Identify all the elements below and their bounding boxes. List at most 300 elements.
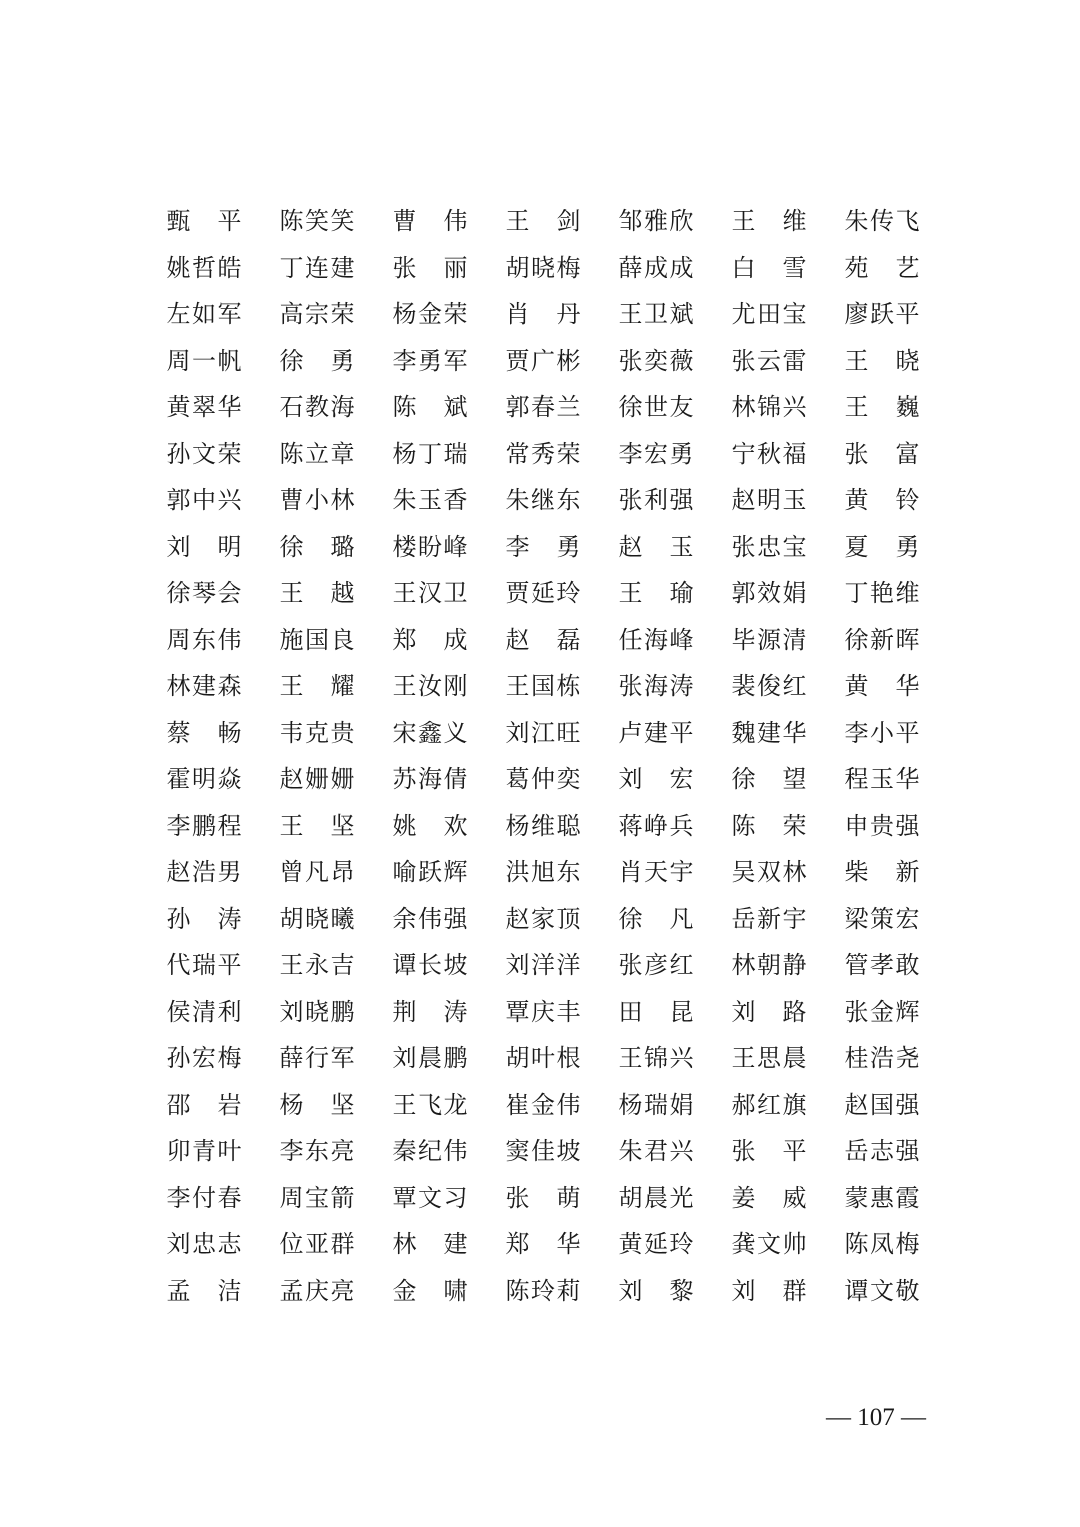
name-char: 文 — [192, 439, 216, 468]
person-name — [505, 942, 581, 989]
name-char: 平 — [217, 207, 242, 236]
person-name — [731, 338, 807, 385]
person-name — [392, 617, 468, 664]
person-name — [166, 1175, 242, 1222]
name-char: 梅 — [895, 1230, 920, 1259]
person-name — [392, 1175, 468, 1222]
name-char: 清 — [782, 625, 807, 654]
person-name — [279, 1268, 355, 1315]
name-char: 文 — [757, 1230, 781, 1259]
person-name — [505, 291, 581, 338]
name-char: 成 — [644, 253, 668, 282]
name-char: 蒋 — [618, 811, 643, 840]
person-name — [279, 291, 355, 338]
name-char: 丁 — [844, 579, 869, 608]
name-char: 郭 — [166, 486, 191, 515]
name-char: 高 — [279, 300, 304, 329]
name-char: 兴 — [669, 1137, 694, 1166]
person-name — [505, 1035, 581, 1082]
name-char: 尤 — [731, 300, 756, 329]
name-char: 剑 — [556, 207, 581, 236]
name-char: 啸 — [443, 1276, 468, 1305]
name-char: 栋 — [556, 672, 581, 701]
name-char: 华 — [782, 718, 807, 747]
name-char: 海 — [644, 625, 668, 654]
name-char: 凤 — [870, 1230, 894, 1259]
name-char: 红 — [757, 1090, 781, 1119]
name-char: 峥 — [644, 811, 668, 840]
name-char: 刘 — [731, 997, 756, 1026]
person-name — [731, 1082, 807, 1129]
name-char: 鹏 — [443, 1044, 468, 1073]
name-char: 君 — [644, 1137, 668, 1166]
name-char: 耀 — [330, 672, 355, 701]
name-char: 王 — [618, 300, 643, 329]
name-char: 静 — [782, 951, 807, 980]
person-name — [505, 431, 581, 478]
person-name — [392, 849, 468, 896]
name-char: 陈 — [731, 811, 756, 840]
person-name — [731, 570, 807, 617]
name-char: 彬 — [556, 346, 581, 375]
name-char: 李 — [166, 811, 191, 840]
person-name — [618, 384, 694, 431]
name-char: 周 — [166, 625, 191, 654]
name-char: 尧 — [895, 1044, 920, 1073]
name-char: 张 — [618, 951, 643, 980]
person-name — [166, 896, 242, 943]
name-char: 徐 — [166, 579, 191, 608]
name-char: 洋 — [531, 951, 555, 980]
person-name — [166, 1035, 242, 1082]
name-char: 薛 — [279, 1044, 304, 1073]
person-name — [279, 1082, 355, 1129]
name-char: 黎 — [669, 1276, 694, 1305]
person-name — [844, 617, 920, 664]
name-char: 伟 — [556, 1090, 581, 1119]
name-char: 平 — [782, 1137, 807, 1166]
name-char: 雅 — [644, 207, 668, 236]
person-name — [279, 1221, 355, 1268]
person-name — [731, 431, 807, 478]
name-char: 顶 — [556, 904, 581, 933]
person-name — [731, 710, 807, 757]
name-char: 龚 — [731, 1230, 756, 1259]
person-name — [618, 617, 694, 664]
name-char: 群 — [330, 1230, 355, 1259]
name-char: 文 — [870, 1276, 894, 1305]
person-name — [618, 1221, 694, 1268]
name-char: 坚 — [330, 811, 355, 840]
name-char: 传 — [870, 207, 894, 236]
name-char: 张 — [731, 1137, 756, 1166]
name-char: 肖 — [505, 300, 530, 329]
name-char: 萌 — [556, 1183, 581, 1212]
name-char: 龙 — [443, 1090, 468, 1119]
name-char: 鑫 — [418, 718, 442, 747]
name-char: 王 — [731, 207, 756, 236]
person-name — [731, 291, 807, 338]
person-name — [844, 989, 920, 1036]
name-char: 王 — [844, 346, 869, 375]
name-char: 宏 — [895, 904, 920, 933]
person-name — [392, 1035, 468, 1082]
name-char: 海 — [644, 672, 668, 701]
name-char: 荣 — [556, 439, 581, 468]
name-char: 丹 — [556, 300, 581, 329]
name-char: 胡 — [618, 1183, 643, 1212]
name-char: 任 — [618, 625, 643, 654]
name-char: 王 — [392, 672, 417, 701]
name-char: 贵 — [330, 718, 355, 747]
name-char: 左 — [166, 300, 191, 329]
name-char: 广 — [531, 346, 555, 375]
name-char: 陈 — [505, 1276, 530, 1305]
person-name — [166, 338, 242, 385]
person-name — [618, 756, 694, 803]
name-char: 跃 — [870, 300, 894, 329]
name-char: 克 — [305, 718, 329, 747]
name-char: 位 — [279, 1230, 304, 1259]
name-char: 玉 — [669, 532, 694, 561]
person-name — [618, 198, 694, 245]
name-char: 畅 — [217, 718, 242, 747]
name-char: 田 — [618, 997, 643, 1026]
name-char: 刘 — [505, 718, 530, 747]
person-name — [505, 477, 581, 524]
name-char: 周 — [166, 346, 191, 375]
name-char: 林 — [731, 951, 756, 980]
name-char: 白 — [731, 253, 756, 282]
name-char: 宇 — [782, 904, 807, 933]
name-char: 一 — [192, 346, 216, 375]
name-char: 王 — [505, 672, 530, 701]
name-char: 杨 — [392, 300, 417, 329]
name-char: 涛 — [443, 997, 468, 1026]
name-char: 国 — [305, 625, 329, 654]
person-name — [844, 477, 920, 524]
person-name — [844, 245, 920, 292]
person-name — [279, 989, 355, 1036]
name-char: 赵 — [844, 1090, 869, 1119]
name-char: 汉 — [418, 579, 442, 608]
person-name — [392, 524, 468, 571]
person-name — [844, 710, 920, 757]
name-char: 斌 — [443, 393, 468, 422]
name-char: 旺 — [556, 718, 581, 747]
name-char: 林 — [731, 393, 756, 422]
name-char: 付 — [192, 1183, 216, 1212]
name-char: 飞 — [418, 1090, 442, 1119]
name-char: 窦 — [505, 1137, 530, 1166]
person-name — [166, 245, 242, 292]
name-char: 宗 — [305, 300, 329, 329]
name-char: 瑞 — [443, 439, 468, 468]
person-name — [505, 245, 581, 292]
name-char: 廖 — [844, 300, 869, 329]
name-char: 涛 — [217, 904, 242, 933]
name-char: 兰 — [556, 393, 581, 422]
name-char: 瑞 — [644, 1090, 668, 1119]
person-name — [166, 384, 242, 431]
name-char: 王 — [279, 951, 304, 980]
person-name — [392, 1082, 468, 1129]
person-name — [166, 1128, 242, 1175]
person-name — [844, 198, 920, 245]
person-name — [166, 431, 242, 478]
name-char: 勇 — [330, 346, 355, 375]
name-char: 良 — [330, 625, 355, 654]
name-char: 金 — [531, 1090, 555, 1119]
name-char: 根 — [556, 1044, 581, 1073]
name-char: 庆 — [531, 997, 555, 1026]
person-name — [392, 1128, 468, 1175]
name-char: 涛 — [669, 672, 694, 701]
name-char: 曦 — [330, 904, 355, 933]
name-char: 路 — [782, 997, 807, 1026]
name-char: 贾 — [505, 579, 530, 608]
name-char: 春 — [217, 1183, 242, 1212]
person-name — [505, 989, 581, 1036]
name-char: 黄 — [844, 486, 869, 515]
person-name — [279, 384, 355, 431]
name-char: 欢 — [443, 811, 468, 840]
person-name — [618, 1035, 694, 1082]
person-name — [279, 431, 355, 478]
name-char: 荣 — [782, 811, 807, 840]
name-char: 香 — [443, 486, 468, 515]
name-char: 维 — [895, 579, 920, 608]
name-char: 强 — [895, 1137, 920, 1166]
name-char: 程 — [844, 765, 869, 794]
name-char: 吴 — [731, 858, 756, 887]
name-char: 夏 — [844, 532, 869, 561]
name-char: 新 — [895, 858, 920, 887]
name-char: 福 — [782, 439, 807, 468]
name-char: 明 — [192, 765, 216, 794]
name-char: 孙 — [166, 1044, 191, 1073]
name-char: 峰 — [443, 532, 468, 561]
name-char: 兵 — [669, 811, 694, 840]
name-char: 洋 — [556, 951, 581, 980]
person-name — [279, 756, 355, 803]
name-char: 晖 — [895, 625, 920, 654]
person-name — [618, 896, 694, 943]
name-char: 林 — [392, 1230, 417, 1259]
name-char: 喻 — [392, 858, 417, 887]
name-char: 梁 — [844, 904, 869, 933]
person-name — [166, 942, 242, 989]
person-name — [279, 198, 355, 245]
name-char: 晓 — [305, 904, 329, 933]
name-char: 章 — [330, 439, 355, 468]
name-char: 徐 — [279, 532, 304, 561]
name-char: 欣 — [669, 207, 694, 236]
person-name — [731, 245, 807, 292]
name-char: 宁 — [731, 439, 756, 468]
name-char: 晓 — [305, 997, 329, 1026]
name-char: 杨 — [279, 1090, 304, 1119]
person-name — [166, 570, 242, 617]
name-char: 孙 — [166, 904, 191, 933]
person-name — [731, 477, 807, 524]
person-name — [166, 1082, 242, 1129]
name-char: 刘 — [166, 532, 191, 561]
name-char: 姜 — [731, 1183, 756, 1212]
name-char: 兴 — [217, 486, 242, 515]
name-char: 吉 — [330, 951, 355, 980]
name-char: 笑 — [305, 207, 329, 236]
person-name — [844, 1268, 920, 1315]
name-char: 强 — [669, 486, 694, 515]
name-char: 莉 — [556, 1276, 581, 1305]
name-char: 余 — [392, 904, 417, 933]
name-char: 效 — [757, 579, 781, 608]
name-char: 立 — [305, 439, 329, 468]
name-char: 荣 — [217, 439, 242, 468]
person-name — [166, 291, 242, 338]
person-name — [166, 198, 242, 245]
person-name — [844, 849, 920, 896]
name-char: 勇 — [895, 532, 920, 561]
name-char: 刘 — [279, 997, 304, 1026]
name-char: 宝 — [782, 532, 807, 561]
name-char: 孟 — [166, 1276, 191, 1305]
name-char: 胡 — [505, 1044, 530, 1073]
page-number: — 107 — — [826, 1404, 926, 1431]
name-char: 刚 — [443, 672, 468, 701]
name-char: 徐 — [844, 625, 869, 654]
name-char: 王 — [279, 811, 304, 840]
person-name — [731, 663, 807, 710]
name-char: 晨 — [782, 1044, 807, 1073]
name-char: 姚 — [392, 811, 417, 840]
name-char: 陈 — [279, 439, 304, 468]
name-char: 春 — [531, 393, 555, 422]
name-char: 王 — [731, 1044, 756, 1073]
name-char: 秋 — [757, 439, 781, 468]
person-name — [618, 477, 694, 524]
name-char: 霍 — [166, 765, 191, 794]
name-char: 霞 — [895, 1183, 920, 1212]
name-char: 荣 — [330, 300, 355, 329]
name-char: 旭 — [531, 858, 555, 887]
name-char: 赵 — [618, 532, 643, 561]
name-char: 朱 — [844, 207, 869, 236]
name-char: 黄 — [844, 672, 869, 701]
name-char: 箭 — [330, 1183, 355, 1212]
person-name — [392, 431, 468, 478]
name-char: 张 — [618, 672, 643, 701]
name-char: 赵 — [731, 486, 756, 515]
person-name — [844, 896, 920, 943]
person-name — [166, 524, 242, 571]
name-char: 东 — [556, 858, 581, 887]
name-char: 姗 — [330, 765, 355, 794]
name-char: 李 — [166, 1183, 191, 1212]
name-char: 倩 — [443, 765, 468, 794]
person-name — [618, 710, 694, 757]
name-char: 平 — [669, 718, 694, 747]
name-char: 徐 — [279, 346, 304, 375]
person-name — [618, 989, 694, 1036]
name-char: 会 — [217, 579, 242, 608]
person-name — [166, 1221, 242, 1268]
person-name — [166, 617, 242, 664]
name-char: 威 — [782, 1183, 807, 1212]
person-name — [392, 384, 468, 431]
name-char: 长 — [418, 951, 442, 980]
person-name — [844, 1175, 920, 1222]
name-char: 翠 — [192, 393, 216, 422]
name-char: 巍 — [895, 393, 920, 422]
name-char: 玲 — [531, 1276, 555, 1305]
name-char: 惠 — [870, 1183, 894, 1212]
person-name — [618, 803, 694, 850]
name-char: 张 — [844, 439, 869, 468]
name-char: 柴 — [844, 858, 869, 887]
name-char: 覃 — [392, 1183, 417, 1212]
name-char: 浩 — [192, 858, 216, 887]
name-char: 曹 — [392, 207, 417, 236]
person-name — [505, 756, 581, 803]
person-name — [279, 710, 355, 757]
person-name — [166, 477, 242, 524]
name-char: 纪 — [418, 1137, 442, 1166]
person-name — [392, 710, 468, 757]
name-char: 刘 — [618, 765, 643, 794]
name-char: 丽 — [443, 253, 468, 282]
person-name — [618, 524, 694, 571]
name-char: 东 — [192, 625, 216, 654]
name-char: 佳 — [531, 1137, 555, 1166]
name-char: 思 — [757, 1044, 781, 1073]
name-char: 亮 — [330, 1137, 355, 1166]
name-list-grid — [166, 198, 957, 1314]
name-char: 亮 — [330, 1276, 355, 1305]
name-char: 强 — [895, 811, 920, 840]
name-char: 秦 — [392, 1137, 417, 1166]
name-char: 赵 — [166, 858, 191, 887]
name-char: 伟 — [443, 207, 468, 236]
name-char: 东 — [556, 486, 581, 515]
name-char: 浩 — [870, 1044, 894, 1073]
name-char: 新 — [757, 904, 781, 933]
person-name — [166, 663, 242, 710]
name-char: 华 — [217, 393, 242, 422]
person-name — [731, 849, 807, 896]
name-char: 强 — [895, 1090, 920, 1119]
name-char: 蒙 — [844, 1183, 869, 1212]
name-char: 卫 — [644, 300, 668, 329]
person-name — [392, 477, 468, 524]
name-char: 利 — [644, 486, 668, 515]
person-name — [279, 942, 355, 989]
person-name — [279, 663, 355, 710]
name-char: 光 — [669, 1183, 694, 1212]
name-char: 金 — [418, 300, 442, 329]
name-char: 赵 — [279, 765, 304, 794]
name-char: 笑 — [330, 207, 355, 236]
name-char: 文 — [418, 1183, 442, 1212]
name-char: 兴 — [669, 1044, 694, 1073]
name-char: 忠 — [192, 1230, 216, 1259]
person-name — [279, 849, 355, 896]
person-name — [844, 291, 920, 338]
name-char: 盼 — [418, 532, 442, 561]
name-char: 彦 — [644, 951, 668, 980]
person-name — [731, 524, 807, 571]
